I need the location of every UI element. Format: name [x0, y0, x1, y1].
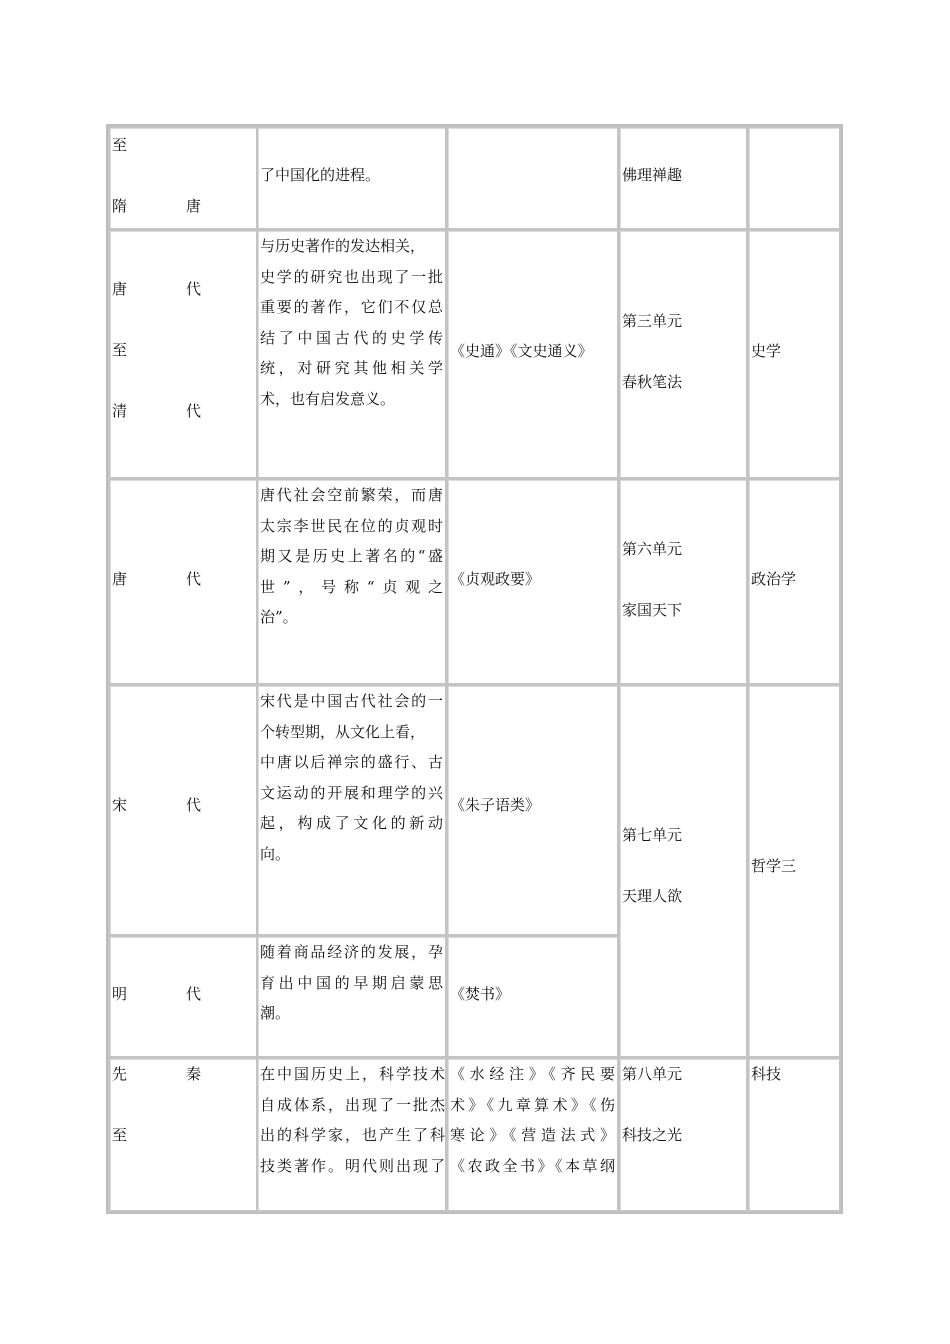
books-cell	[446, 935, 619, 1058]
description-line: 结了中国古代的史学传	[260, 328, 443, 347]
subject-line: 史学	[751, 342, 782, 360]
era-text: 至	[112, 136, 128, 154]
era-text: 清	[112, 402, 128, 420]
description-line: 宋代是中国古代社会的一	[260, 692, 443, 710]
era-text: 代	[186, 280, 202, 298]
era-text: 先	[112, 1065, 128, 1083]
era-text: 宋	[112, 796, 128, 814]
description-line: 中唐以后禅宗的盛行、古	[260, 753, 443, 772]
era-cell	[108, 126, 258, 230]
books-cell	[446, 478, 619, 685]
description-line: 期又是历史上著名的“盛	[260, 547, 443, 566]
description-line: 重要的著作，它们不仅总	[260, 298, 443, 317]
books-line: 《贞观政要》	[450, 570, 541, 588]
books-line: 《农政全书》《本草纲	[450, 1156, 615, 1175]
description-line: 世”，号称“贞观之	[260, 577, 443, 596]
era-text: 代	[186, 570, 202, 588]
culture-table	[106, 124, 843, 1214]
subject-cell	[747, 229, 841, 479]
unit-line: 第八单元	[622, 1065, 683, 1083]
era-text: 明	[112, 985, 128, 1003]
unit-cell	[618, 126, 748, 230]
era-text: 隋	[112, 197, 128, 215]
unit-line: 第六单元	[622, 540, 683, 558]
era-text: 唐	[112, 280, 128, 298]
subject-cell	[747, 684, 841, 1058]
description-line: 文运动的开展和理学的兴	[260, 783, 443, 802]
description-line: 唐代社会空前繁荣，而唐	[260, 486, 443, 504]
description-line: 治”。	[260, 608, 298, 627]
era-text: 代	[186, 985, 202, 1003]
description-line: 随着商品经济的发展，孕	[260, 943, 443, 961]
description-cell	[256, 1057, 447, 1212]
description-line: 术，也有启发意义。	[260, 389, 396, 408]
era-cell	[108, 684, 258, 936]
description-line: 起，构成了文化的新动	[260, 814, 443, 833]
books-cell	[446, 126, 619, 230]
era-cell	[108, 229, 258, 479]
description-cell	[256, 478, 447, 685]
description-cell	[256, 126, 447, 230]
subject-line: 科技	[751, 1065, 782, 1083]
books-line: 《水经注》《齐民要	[450, 1065, 615, 1083]
description-line: 了中国化的进程。	[260, 166, 381, 184]
unit-cell	[618, 1057, 748, 1212]
description-cell	[256, 935, 447, 1058]
description-line: 自成体系，出现了一批杰	[260, 1095, 445, 1114]
description-line: 统，对研究其他相关学	[260, 359, 443, 378]
unit-line: 第七单元	[622, 826, 683, 844]
description-line: 与历史著作的发达相关，	[260, 237, 426, 255]
description-line: 技类著作。明代则出现了	[260, 1156, 445, 1175]
unit-cell	[618, 684, 748, 1058]
subject-line: 政治学	[751, 570, 797, 588]
books-line: 《朱子语类》	[450, 796, 541, 814]
unit-line: 春秋笔法	[622, 372, 683, 391]
subject-line: 哲学三	[751, 857, 797, 875]
description-cell	[256, 684, 447, 936]
books-line: 寒论》《营造法式》	[450, 1126, 615, 1145]
subject-cell	[747, 478, 841, 685]
unit-cell	[618, 229, 748, 479]
subject-cell	[747, 1057, 841, 1212]
era-text: 代	[186, 796, 202, 814]
description-line: 育出中国的早期启蒙思	[260, 973, 443, 992]
books-line: 《焚书》	[450, 985, 511, 1003]
description-line: 在中国历史上，科学技术	[260, 1065, 445, 1083]
unit-line: 科技之光	[622, 1125, 683, 1144]
unit-line: 家国天下	[622, 600, 683, 619]
books-cell	[446, 684, 619, 936]
era-text: 唐	[186, 197, 202, 215]
era-cell	[108, 478, 258, 685]
subject-cell	[747, 126, 841, 230]
description-line: 潮。	[260, 1004, 291, 1023]
description-cell	[256, 229, 447, 479]
unit-line: 第三单元	[622, 312, 683, 330]
unit-line: 天理人欲	[622, 886, 683, 905]
era-text: 唐	[112, 570, 128, 588]
books-cell	[446, 229, 619, 479]
unit-cell	[618, 478, 748, 685]
era-text: 至	[112, 1126, 128, 1144]
books-cell	[446, 1057, 619, 1212]
books-line: 《史通》《文史通义》	[450, 342, 593, 360]
description-line: 向。	[260, 844, 291, 863]
description-line: 个转型期，从文化上看，	[260, 722, 426, 741]
unit-line: 佛理禅趣	[622, 166, 683, 184]
description-line: 史学的研究也出现了一批	[260, 267, 443, 286]
era-text: 至	[112, 341, 128, 359]
era-cell	[108, 935, 258, 1058]
era-text: 秦	[186, 1065, 202, 1083]
description-line: 太宗李世民在位的贞观时	[260, 516, 443, 535]
era-text: 代	[186, 402, 202, 420]
era-cell	[108, 1057, 258, 1212]
description-line: 出的科学家，也产生了科	[260, 1126, 445, 1145]
books-line: 术》《九章算术》《伤	[450, 1095, 615, 1114]
